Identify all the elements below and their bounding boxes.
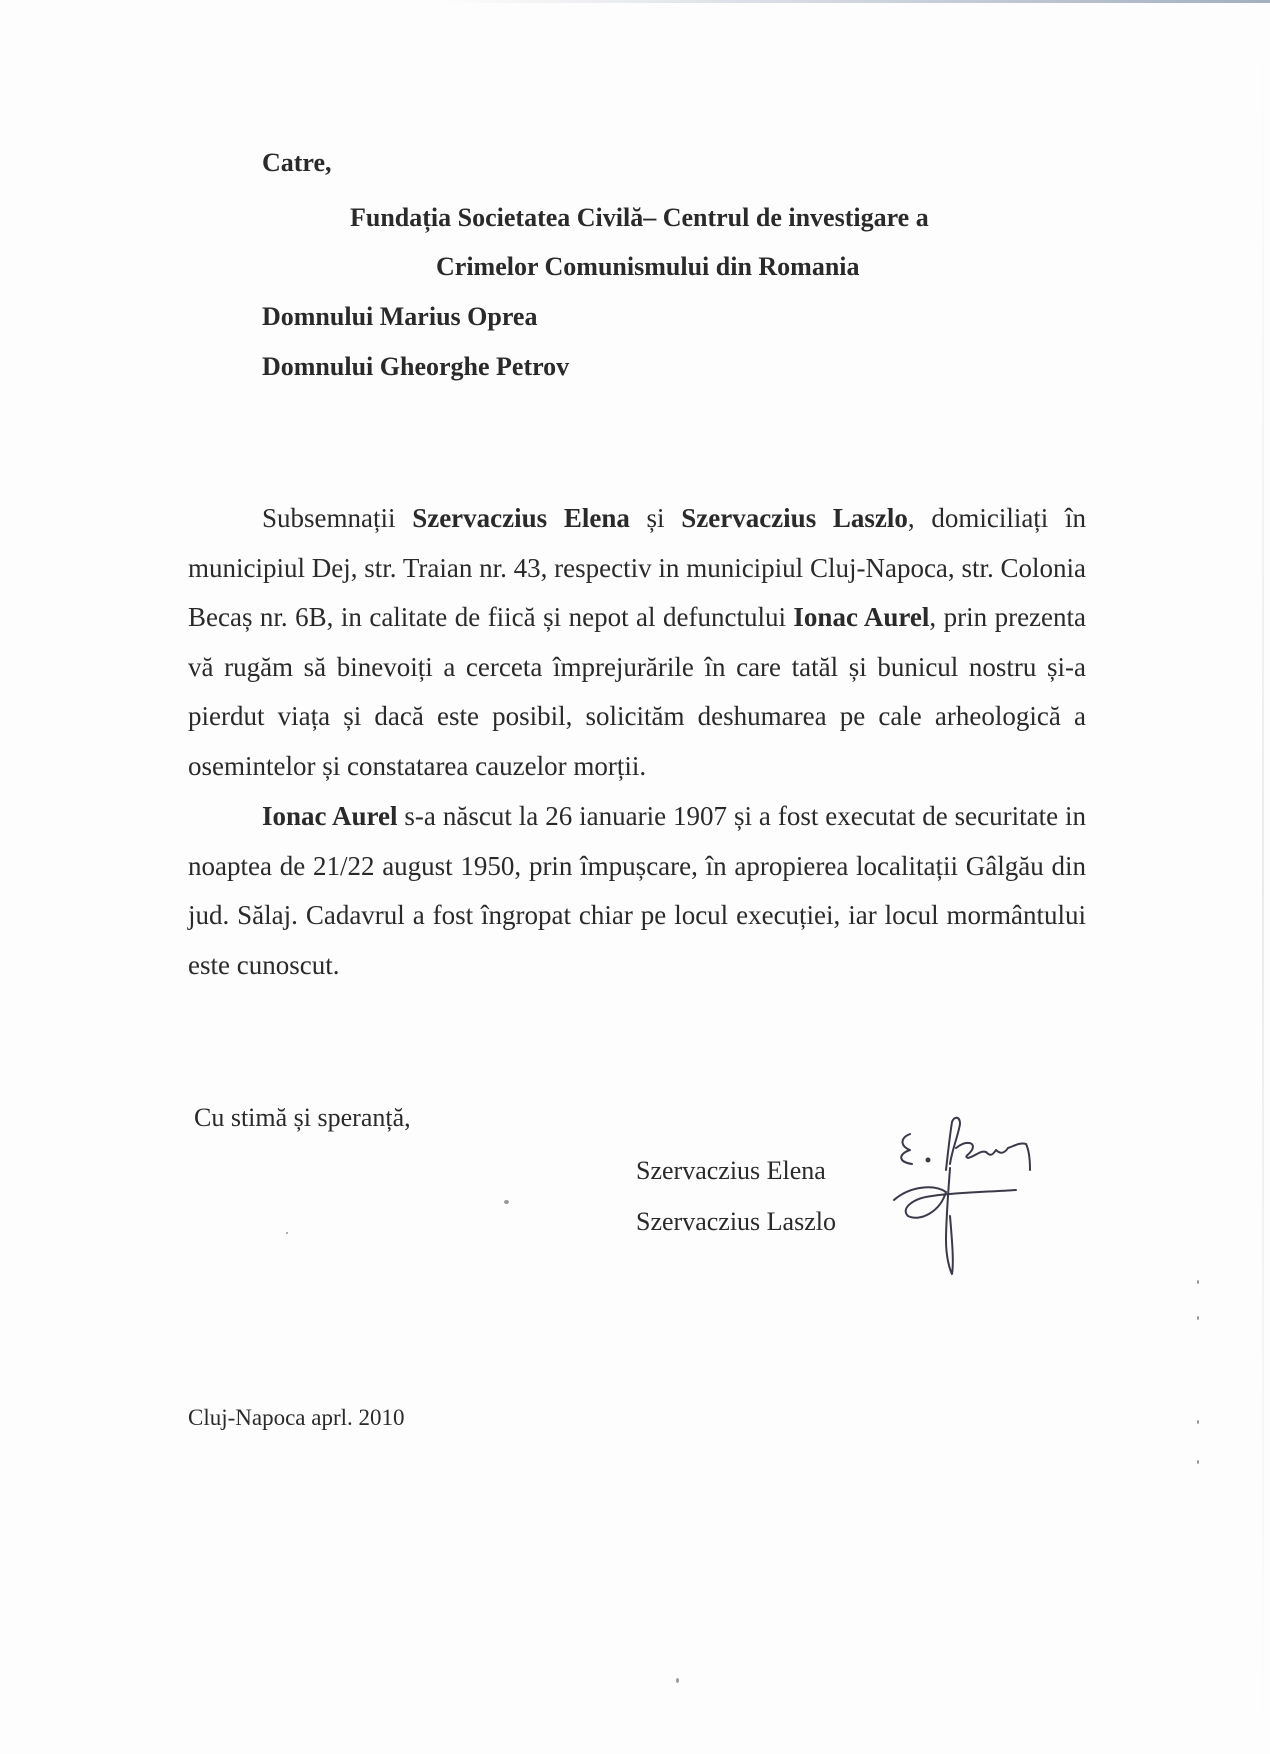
paragraph-facts — [188, 792, 1086, 990]
paragraph-facts-text: s-a născut la 26 ianuarie 1907 și a fost executat de securitate in noaptea de 21/22 august 1950, prin împușcare, în apropierea localitații Gâlgău din jud. Sălaj. Cadavrul a fost îngropat chiar pe locul execuției, iar locul mormântului este cunoscut. — [188, 801, 1087, 980]
scan-edge-top — [440, 0, 1270, 3]
scan-speck — [286, 1232, 288, 1234]
scan-speck — [676, 1678, 679, 1683]
organization-line-1: Fundația Societatea Civilă– Centrul de investigare a — [350, 203, 929, 232]
salutation: Catre, — [262, 148, 332, 177]
paragraph-request-text-4: , prin prezenta vă rugăm să binevoiți a cerceta împrejurările în care tatăl și bunicul nostru și-a pierdut viața și dacă este posibil, solicităm deshumarea pe cale arheologică a osemintelor și constatarea cauzelor morții. — [188, 602, 1087, 781]
scan-speck — [1197, 1460, 1199, 1464]
paragraph-request-text-2: și — [629, 503, 682, 533]
deceased-name: Ionac Aurel — [793, 602, 930, 633]
organization-line-2: Crimelor Comunismului din Romania — [436, 252, 860, 281]
closing-phrase: Cu stimă și speranță, — [194, 1103, 411, 1132]
handwritten-signature — [880, 1112, 1080, 1282]
paragraph-request-text-1: Subsemnații — [262, 503, 413, 533]
deceased-name-2: Ionac Aurel — [262, 801, 398, 831]
signatory-name-elena: Szervaczius Elena — [412, 503, 630, 533]
scan-edge-right — [1262, 40, 1264, 1740]
signatory-name-laszlo: Szervaczius Laszlo — [681, 503, 908, 533]
paragraph-request — [188, 494, 1086, 792]
place-date: Cluj-Napoca aprl. 2010 — [188, 1405, 405, 1430]
signatory-laszlo: Szervaczius Laszlo — [636, 1207, 836, 1236]
scan-speck — [504, 1200, 509, 1204]
recipient-2: Domnului Gheorghe Petrov — [262, 352, 570, 381]
signatory-elena: Szervaczius Elena — [636, 1156, 826, 1185]
paragraph-request-text-3: , domiciliați în municipiul Dej, str. Traian nr. 43, respectiv in municipiul Cluj-Napoca, str. Colonia Becaș nr. 6B, in calitate de fiică și nepot al defunctului — [188, 503, 1086, 633]
scan-speck — [1197, 1280, 1199, 1284]
recipient-1: Domnului Marius Oprea — [262, 302, 538, 331]
scan-speck — [1197, 1420, 1199, 1424]
scan-speck — [1197, 1316, 1199, 1320]
